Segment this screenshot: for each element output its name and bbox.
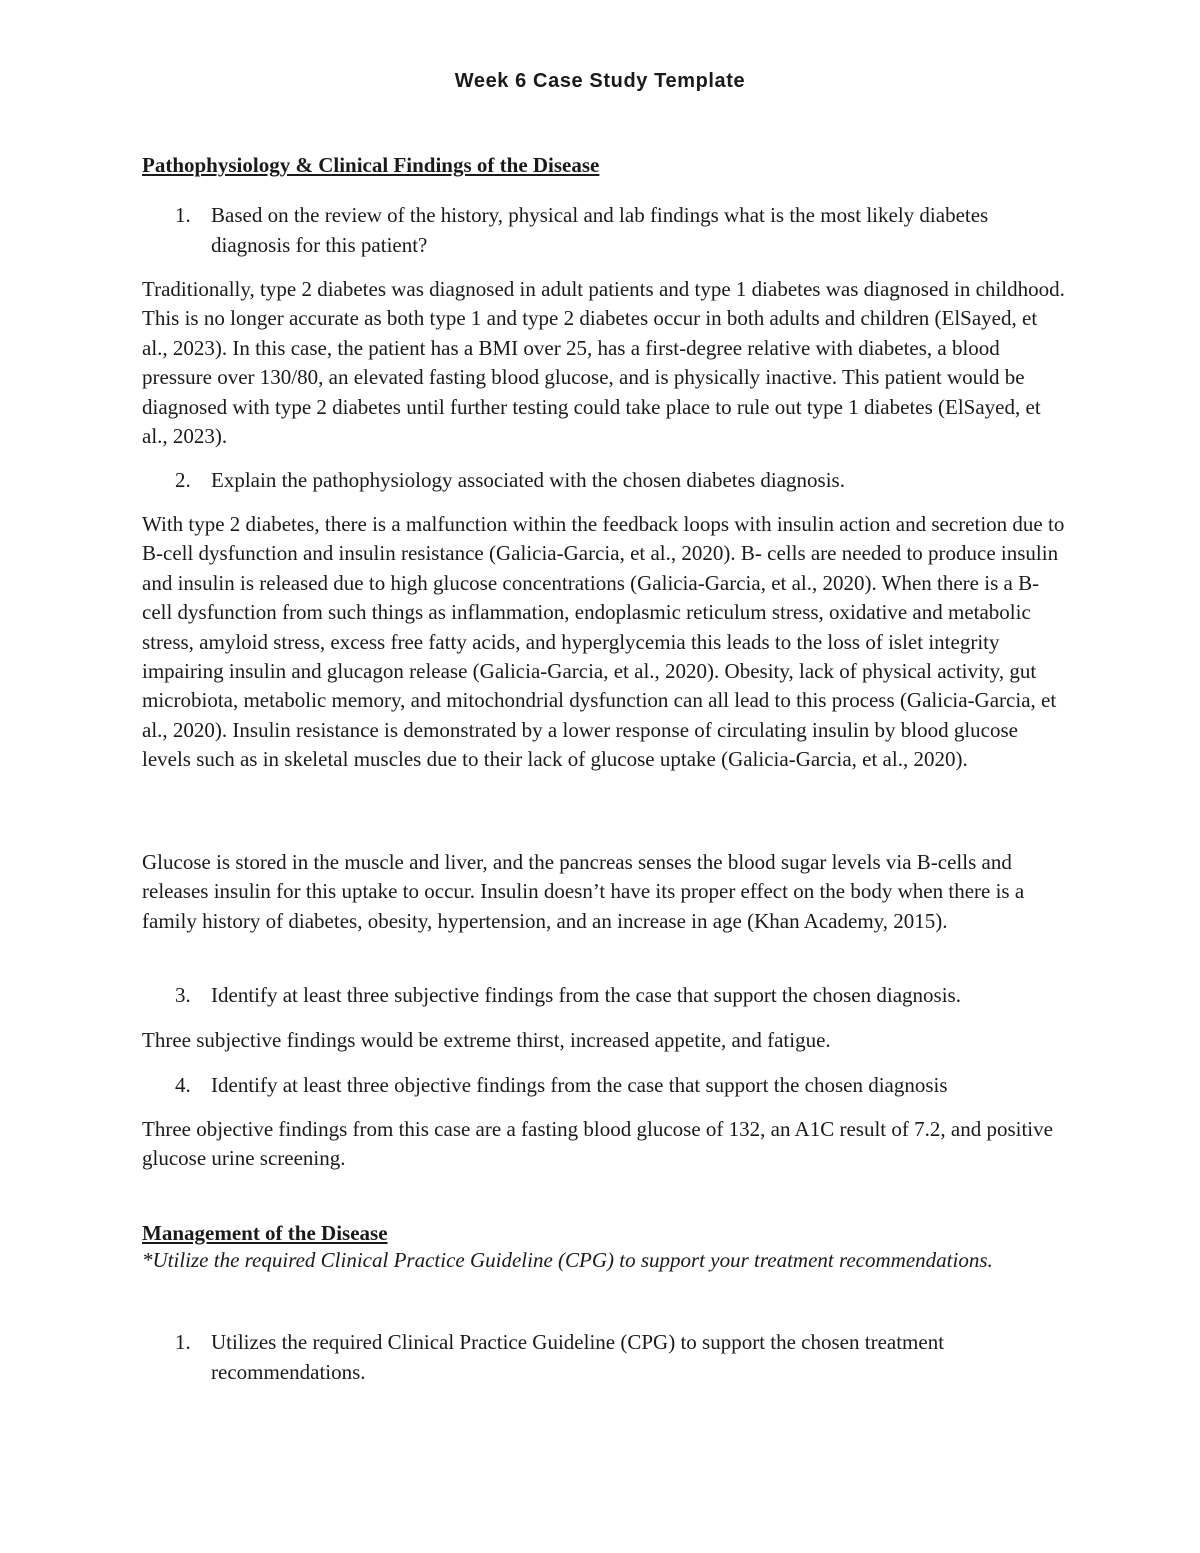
question-text: Identify at least three subjective findings from the case that support the chosen diagnosis. [211,983,961,1007]
question-text: Based on the review of the history, physical and lab findings what is the most likely diabetes diagnosis for this patient? [211,203,989,257]
answer-paragraph: Three subjective findings would be extreme thirst, increased appetite, and fatigue. [142,1028,831,1052]
document-title: Week 6 Case Study Template [454,70,746,92]
answer-paragraph: Glucose is stored in the muscle and liver, and the pancreas senses the blood sugar levels via B-cells and releases insulin for this uptake to occur. Insulin doesn’t have its proper effect on the body when there is a family history of diabetes, obesity, hypertension, and an increase in age (Khan Academy, 2015). [142,850,1025,933]
question-text: Explain the pathophysiology associated with the chosen diabetes diagnosis. [211,468,845,492]
section-heading-management: Management of the Disease [142,1221,388,1245]
question-number: 4. [175,1073,191,1097]
answer-paragraph: Traditionally, type 2 diabetes was diagnosed in adult patients and type 1 diabetes was diagnosed in childhood. This is no longer accurate as both type 1 and type 2 diabetes occur in both adults and children (ElSayed, et al., 2023). In this case, the patient has a BMI over 25, has a first-degree relative with diabetes, a blood pressure over 130/80, an elevated fasting blood glucose, and is physically inactive. This patient would be diagnosed with type 2 diabetes until further testing could take place to rule out type 1 diabetes (ElSayed, et al., 2023). [142,277,1065,449]
cpg-note: *Utilize the required Clinical Practice Guideline (CPG) to support your treatment recommendations. [142,1248,993,1272]
question-number: 3. [175,983,191,1007]
question-text: Identify at least three objective findings from the case that support the chosen diagnosis [211,1073,948,1097]
answer-paragraph: Three objective findings from this case are a fasting blood glucose of 132, an A1C result of 7.2, and positive glucose urine screening. [142,1117,1053,1171]
question-2 [142,466,1062,496]
section-heading-pathophysiology: Pathophysiology & Clinical Findings of the Disease [142,153,600,177]
question-text: Utilizes the required Clinical Practice Guideline (CPG) to support the chosen treatment recommendations. [211,1330,945,1384]
answer-paragraph: With type 2 diabetes, there is a malfunction within the feedback loops with insulin action and secretion due to B-cell dysfunction and insulin resistance (Galicia-Garcia, et al., 2020). B- cells are needed to produce insulin and insulin is released due to high glucose concentrations (Galicia-Garcia, et al., 2020). When there is a B-cell dysfunction from such things as inflammation, endoplasmic reticulum stress, oxidative and metabolic stress, amyloid stress, excess free fatty acids, and hyperglycemia this leads to the loss of islet integrity impairing insulin and glucagon release (Galicia-Garcia, et al., 2020). Obesity, lack of physical activity, gut microbiota, metabolic memory, and mitochondrial dysfunction can all lead to this process (Galicia-Garcia, et al., 2020). Insulin resistance is demonstrated by a lower response of circulating insulin by blood glucose levels such as in skeletal muscles due to their lack of glucose uptake (Galicia-Garcia, et al., 2020). [142,512,1065,772]
question-4 [142,1071,1062,1101]
question-number: 1. [175,203,191,227]
management-question-1 [142,1328,1062,1387]
question-number: 1. [175,1330,191,1354]
question-number: 2. [175,468,191,492]
question-1 [142,201,1062,260]
question-3 [142,981,1062,1011]
